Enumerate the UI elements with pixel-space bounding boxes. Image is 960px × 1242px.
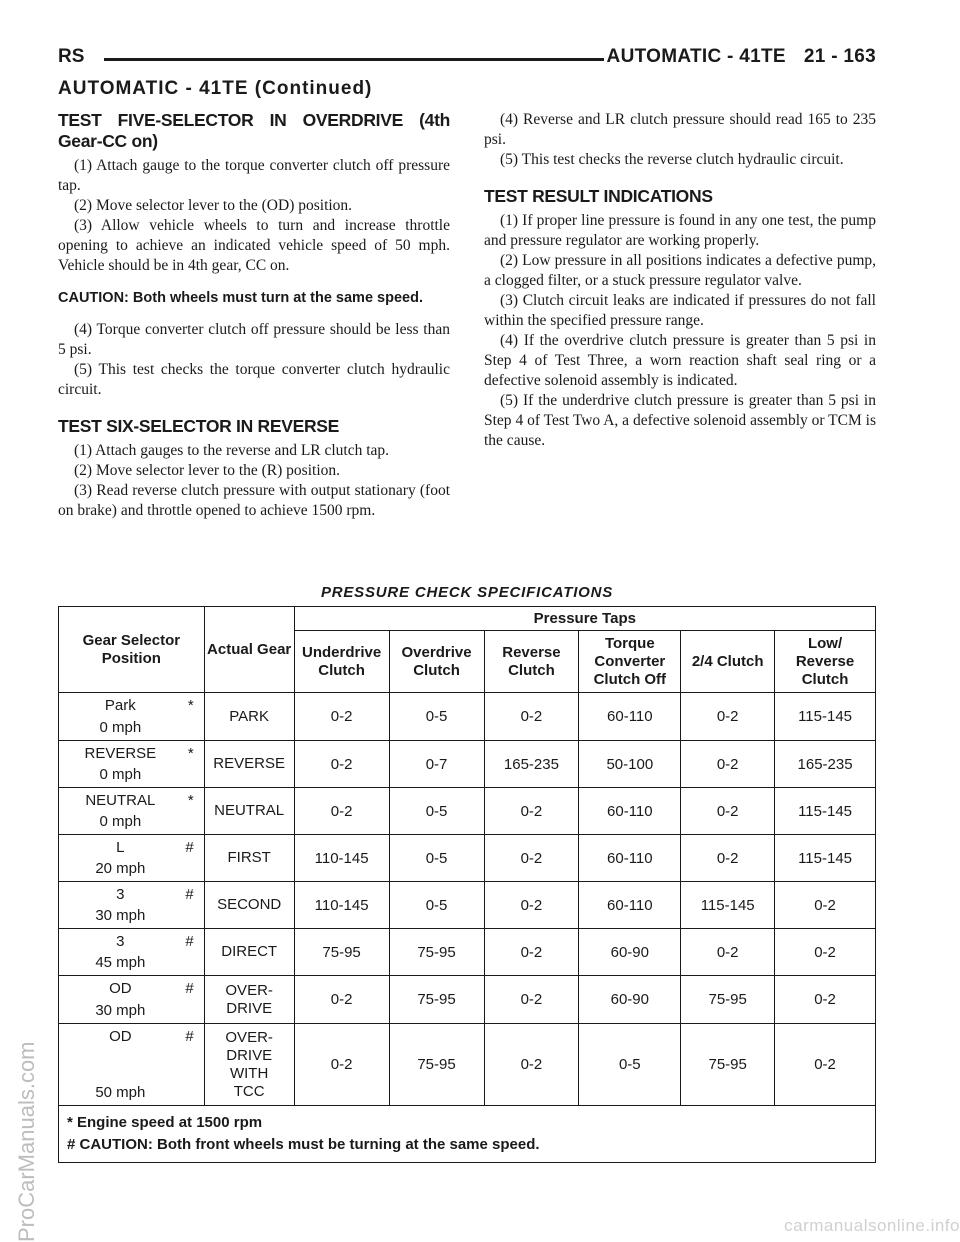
actual-gear-cell: PARK <box>204 693 294 741</box>
test-five-step: (4) Torque converter clutch off pressure should be less than 5 psi. <box>58 321 450 358</box>
gear-selector-cell <box>59 693 205 741</box>
pressure-value-cell: 0-5 <box>389 882 484 929</box>
pressure-value-cell: 60-110 <box>579 882 681 929</box>
selector-position: NEUTRAL <box>85 792 156 809</box>
test-six-step: (5) This test checks the reverse clutch hydraulic circuit. <box>500 151 844 168</box>
pressure-value-cell: 110-145 <box>294 882 389 929</box>
side-watermark: ProCarManuals.com <box>14 1041 39 1242</box>
actual-gear-cell: FIRST <box>204 835 294 882</box>
footer-watermark: carmanualsonline.info <box>784 1216 960 1235</box>
pressure-value-cell: 0-2 <box>775 1024 876 1106</box>
test-five-step: (3) Allow vehicle wheels to turn and increase throttle opening to achieve an indicated vehicle speed of 50 mph. Vehicle should be in 4th gear, CC on. <box>58 217 450 274</box>
header-title <box>607 46 876 68</box>
gear-selector-cell <box>59 976 205 1024</box>
test-six-step: (1) Attach gauges to the reverse and LR clutch tap. <box>74 442 390 459</box>
vehicle-speed: 50 mph <box>95 1084 146 1101</box>
vehicle-speed: 0 mph <box>99 813 142 830</box>
left-column <box>58 110 450 521</box>
pressure-value-cell: 0-2 <box>484 693 579 741</box>
table-row <box>59 1024 876 1106</box>
header-tap: Low/ Reverse Clutch <box>775 631 876 693</box>
test-six-heading: TEST SIX-SELECTOR IN REVERSE <box>58 416 340 436</box>
pressure-value-cell: 60-90 <box>579 929 681 976</box>
vehicle-speed: 0 mph <box>99 719 142 736</box>
table-row <box>59 741 876 788</box>
actual-gear-cell: OVER- DRIVE <box>204 976 294 1024</box>
table-row <box>59 976 876 1024</box>
pressure-value-cell: 0-2 <box>484 835 579 882</box>
page-header <box>58 46 876 74</box>
result-item: (5) If the underdrive clutch pressure is greater than 5 psi in Step 4 of Test Two A, a defective solenoid assembly or TCM is the cause. <box>484 392 876 449</box>
pressure-value-cell: 0-2 <box>484 929 579 976</box>
pressure-value-cell: 115-145 <box>775 788 876 835</box>
pressure-value-cell: 0-2 <box>775 929 876 976</box>
footnote-marker: * <box>187 697 194 714</box>
pressure-value-cell: 0-2 <box>681 741 775 788</box>
pressure-value-cell: 0-2 <box>775 976 876 1024</box>
pressure-value-cell: 0-2 <box>294 788 389 835</box>
pressure-value-cell: 60-110 <box>579 835 681 882</box>
pressure-value-cell: 0-7 <box>389 741 484 788</box>
continued-title: AUTOMATIC - 41TE (Continued) <box>58 78 373 99</box>
pressure-value-cell: 75-95 <box>294 929 389 976</box>
selector-position: OD <box>109 980 132 997</box>
test-five-step: (5) This test checks the torque converter clutch hydraulic circuit. <box>58 361 450 398</box>
pressure-value-cell: 0-2 <box>681 788 775 835</box>
actual-gear-cell: REVERSE <box>204 741 294 788</box>
selector-position: REVERSE <box>84 745 157 762</box>
vehicle-speed: 30 mph <box>95 1002 146 1019</box>
header-tap: Torque Converter Clutch Off <box>579 631 681 693</box>
page-number: 21 - 163 <box>803 46 876 67</box>
pressure-value-cell: 75-95 <box>389 976 484 1024</box>
table-row <box>59 693 876 741</box>
pressure-value-cell: 0-2 <box>294 693 389 741</box>
table-row <box>59 788 876 835</box>
table-row <box>59 835 876 882</box>
caution-note: CAUTION: Both wheels must turn at the same speed. <box>58 290 423 306</box>
pressure-value-cell: 0-2 <box>484 1024 579 1106</box>
pressure-value-cell: 75-95 <box>681 976 775 1024</box>
result-item: (4) If the overdrive clutch pressure is greater than 5 psi in Step 4 of Test Three, a worn reaction shaft seal ring or a defective solenoid assembly is indicated. <box>484 332 876 389</box>
pressure-value-cell: 60-110 <box>579 788 681 835</box>
header-tap: 2/4 Clutch <box>681 631 775 693</box>
pressure-value-cell: 115-145 <box>775 835 876 882</box>
footnote-marker: # <box>185 980 194 997</box>
pressure-value-cell: 0-5 <box>579 1024 681 1106</box>
footnote-marker: # <box>185 839 194 856</box>
footnote-caution: # CAUTION: Both front wheels must be turning at the same speed. <box>67 1136 540 1153</box>
gear-selector-cell <box>59 1024 205 1106</box>
header-section-code: RS <box>58 46 85 67</box>
pressure-value-cell: 75-95 <box>389 1024 484 1106</box>
header-tap: Overdrive Clutch <box>389 631 484 693</box>
pressure-value-cell: 0-2 <box>681 693 775 741</box>
pressure-value-cell: 0-2 <box>294 1024 389 1106</box>
selector-position: OD <box>109 1028 132 1045</box>
header-pressure-taps: Pressure Taps <box>294 607 875 631</box>
footnote-marker: * <box>187 745 194 762</box>
pressure-spec-table <box>58 606 876 1163</box>
pressure-value-cell: 165-235 <box>775 741 876 788</box>
footnote-engine-speed: * Engine speed at 1500 rpm <box>67 1114 263 1131</box>
pressure-value-cell: 0-5 <box>389 788 484 835</box>
table-title: PRESSURE CHECK SPECIFICATIONS <box>320 584 614 601</box>
actual-gear-cell: DIRECT <box>204 929 294 976</box>
pressure-value-cell: 0-2 <box>775 882 876 929</box>
actual-gear-cell: SECOND <box>204 882 294 929</box>
test-six-step: (2) Move selector lever to the (R) position. <box>74 462 341 479</box>
gear-selector-cell <box>59 741 205 788</box>
result-item: (3) Clutch circuit leaks are indicated if pressures do not fall within the specified pressure range. <box>484 292 876 329</box>
gear-selector-cell <box>59 882 205 929</box>
vehicle-speed: 30 mph <box>95 907 146 924</box>
right-column <box>484 110 876 451</box>
header-rule <box>104 58 604 61</box>
pressure-value-cell: 0-2 <box>484 788 579 835</box>
table-footnotes <box>59 1106 876 1163</box>
selector-position: 3 <box>116 886 125 903</box>
pressure-value-cell: 165-235 <box>484 741 579 788</box>
header-chapter: AUTOMATIC - 41TE <box>606 46 786 67</box>
footnote-marker: # <box>185 886 194 903</box>
footnote-marker: * <box>187 792 194 809</box>
pressure-value-cell: 0-2 <box>294 741 389 788</box>
pressure-value-cell: 0-5 <box>389 835 484 882</box>
test-five-step: (2) Move selector lever to the (OD) position. <box>74 197 353 214</box>
header-gear-selector: Gear Selector Position <box>59 607 205 693</box>
pressure-value-cell: 115-145 <box>775 693 876 741</box>
result-item: (1) If proper line pressure is found in any one test, the pump and pressure regulator are working properly. <box>484 212 876 249</box>
selector-position: L <box>116 839 125 856</box>
footnote-marker: # <box>185 1028 194 1045</box>
header-actual-gear: Actual Gear <box>204 607 294 693</box>
header-tap: Reverse Clutch <box>484 631 579 693</box>
pressure-value-cell: 115-145 <box>681 882 775 929</box>
pressure-value-cell: 0-2 <box>681 929 775 976</box>
selector-position: Park <box>104 697 136 714</box>
gear-selector-cell <box>59 929 205 976</box>
table-row <box>59 929 876 976</box>
test-six-step: (3) Read reverse clutch pressure with output stationary (foot on brake) and throttle opened to achieve 1500 rpm. <box>58 482 450 519</box>
gear-selector-cell <box>59 835 205 882</box>
pressure-value-cell: 60-110 <box>579 693 681 741</box>
footnote-marker: # <box>185 933 194 950</box>
pressure-value-cell: 0-5 <box>389 693 484 741</box>
vehicle-speed: 45 mph <box>95 954 146 971</box>
table-row <box>59 882 876 929</box>
test-six-step: (4) Reverse and LR clutch pressure should read 165 to 235 psi. <box>484 111 876 148</box>
actual-gear-cell: NEUTRAL <box>204 788 294 835</box>
actual-gear-cell: OVER- DRIVE WITH TCC <box>204 1024 294 1106</box>
pressure-value-cell: 60-90 <box>579 976 681 1024</box>
vehicle-speed: 0 mph <box>99 766 142 783</box>
pressure-value-cell: 75-95 <box>389 929 484 976</box>
selector-position: 3 <box>116 933 125 950</box>
pressure-value-cell: 75-95 <box>681 1024 775 1106</box>
gear-selector-cell <box>59 788 205 835</box>
result-item: (2) Low pressure in all positions indicates a defective pump, a clogged filter, or a stuck pressure regulator valve. <box>484 252 876 289</box>
pressure-value-cell: 0-2 <box>484 976 579 1024</box>
pressure-value-cell: 0-2 <box>681 835 775 882</box>
header-tap: Underdrive Clutch <box>294 631 389 693</box>
test-results-heading: TEST RESULT INDICATIONS <box>484 186 713 206</box>
pressure-value-cell: 50-100 <box>579 741 681 788</box>
test-five-step: (1) Attach gauge to the torque converter clutch off pressure tap. <box>58 157 450 194</box>
pressure-value-cell: 0-2 <box>484 882 579 929</box>
pressure-value-cell: 110-145 <box>294 835 389 882</box>
pressure-value-cell: 0-2 <box>294 976 389 1024</box>
test-five-heading: TEST FIVE-SELECTOR IN OVERDRIVE (4th Gear-CC on) <box>58 110 450 151</box>
vehicle-speed: 20 mph <box>95 860 146 877</box>
